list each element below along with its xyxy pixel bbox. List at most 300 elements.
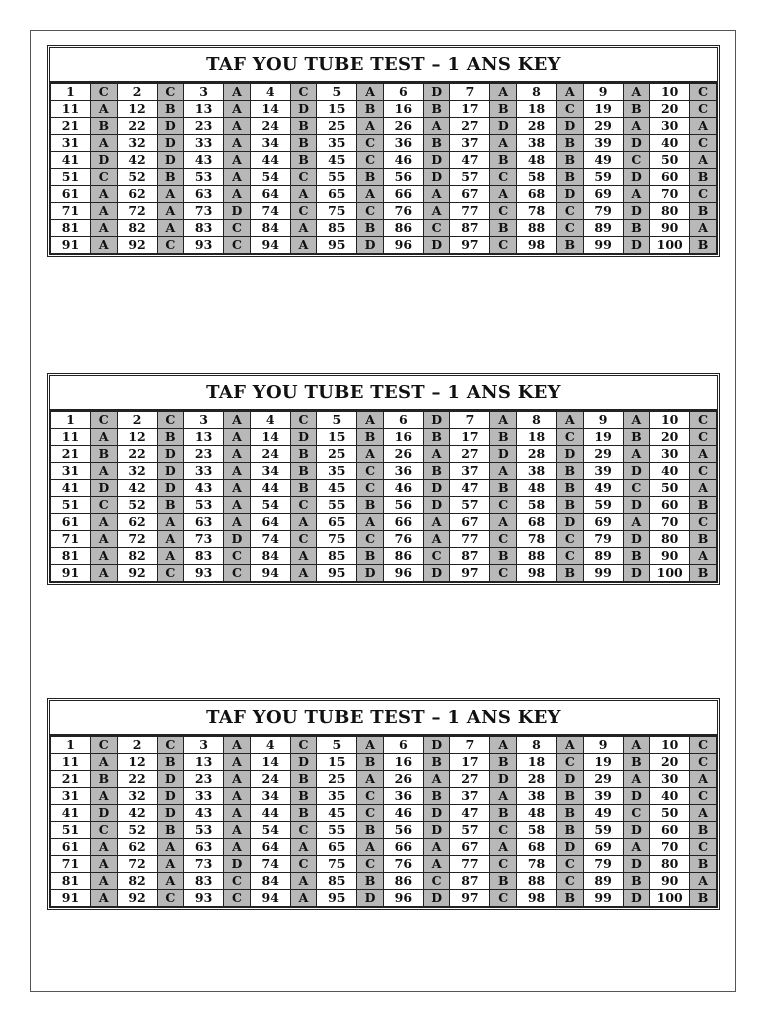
- question-number: 37: [450, 463, 490, 480]
- question-number: 12: [117, 429, 157, 446]
- question-number: 95: [317, 237, 357, 254]
- question-number: 67: [450, 839, 490, 856]
- question-number: 66: [383, 839, 423, 856]
- question-number: 92: [117, 565, 157, 582]
- question-number: 38: [517, 788, 557, 805]
- answer-letter: B: [423, 754, 450, 771]
- answer-letter: A: [623, 412, 650, 429]
- answer-letter: B: [690, 531, 717, 548]
- question-number: 35: [317, 135, 357, 152]
- answer-letter: A: [224, 788, 251, 805]
- question-number: 57: [450, 497, 490, 514]
- question-number: 78: [517, 531, 557, 548]
- answer-letter: A: [224, 822, 251, 839]
- answer-letter: A: [157, 203, 184, 220]
- question-number: 54: [250, 497, 290, 514]
- question-number: 47: [450, 152, 490, 169]
- question-number: 45: [317, 152, 357, 169]
- question-number: 71: [51, 531, 91, 548]
- question-number: 95: [317, 565, 357, 582]
- answer-letter: A: [157, 220, 184, 237]
- question-number: 84: [250, 873, 290, 890]
- answer-letter: D: [290, 754, 317, 771]
- question-number: 9: [583, 737, 623, 754]
- table-row: [51, 203, 717, 220]
- question-number: 90: [650, 873, 690, 890]
- question-number: 76: [383, 531, 423, 548]
- answer-letter: A: [224, 497, 251, 514]
- answer-letter: C: [490, 203, 517, 220]
- answer-letter: B: [357, 429, 384, 446]
- answer-letter: A: [224, 169, 251, 186]
- question-number: 40: [650, 463, 690, 480]
- question-number: 3: [184, 737, 224, 754]
- answer-letter: C: [690, 186, 717, 203]
- answer-letter: C: [357, 135, 384, 152]
- question-number: 66: [383, 186, 423, 203]
- answer-letter: D: [623, 497, 650, 514]
- question-number: 83: [184, 873, 224, 890]
- answer-letter: D: [557, 446, 584, 463]
- question-number: 65: [317, 186, 357, 203]
- question-number: 29: [583, 771, 623, 788]
- answer-letter: A: [490, 412, 517, 429]
- question-number: 53: [184, 497, 224, 514]
- answer-letter: A: [690, 480, 717, 497]
- question-number: 16: [383, 101, 423, 118]
- answer-letter: C: [623, 805, 650, 822]
- question-number: 18: [517, 101, 557, 118]
- answer-letter: C: [157, 412, 184, 429]
- answer-letter: B: [290, 771, 317, 788]
- question-number: 9: [583, 84, 623, 101]
- question-number: 13: [184, 754, 224, 771]
- answer-key-title: TAF YOU TUBE TEST – 1 ANS KEY: [50, 701, 717, 736]
- question-number: 4: [250, 84, 290, 101]
- answer-letter: C: [290, 169, 317, 186]
- answer-letter: A: [690, 118, 717, 135]
- answer-letter: C: [557, 429, 584, 446]
- answer-letter: A: [90, 873, 117, 890]
- table-row: [51, 788, 717, 805]
- answer-letter: A: [290, 220, 317, 237]
- question-number: 34: [250, 463, 290, 480]
- question-number: 1: [51, 84, 91, 101]
- question-number: 93: [184, 890, 224, 907]
- answer-letter: D: [623, 856, 650, 873]
- answer-letter: A: [224, 480, 251, 497]
- answer-letter: B: [290, 135, 317, 152]
- question-number: 2: [117, 737, 157, 754]
- answer-letter: B: [357, 754, 384, 771]
- answer-letter: C: [690, 135, 717, 152]
- answer-letter: D: [423, 565, 450, 582]
- answer-letter: B: [557, 480, 584, 497]
- question-number: 27: [450, 446, 490, 463]
- table-row: [51, 890, 717, 907]
- answer-letter: A: [157, 856, 184, 873]
- answer-letter: B: [290, 463, 317, 480]
- question-number: 75: [317, 203, 357, 220]
- answer-letter: C: [157, 565, 184, 582]
- question-number: 28: [517, 771, 557, 788]
- answer-letter: C: [690, 463, 717, 480]
- question-number: 70: [650, 839, 690, 856]
- question-number: 74: [250, 856, 290, 873]
- answer-letter: C: [357, 531, 384, 548]
- answer-letter: A: [224, 84, 251, 101]
- answer-letter: B: [290, 118, 317, 135]
- question-number: 90: [650, 548, 690, 565]
- question-number: 25: [317, 118, 357, 135]
- answer-letter: A: [90, 839, 117, 856]
- answer-letter: B: [557, 463, 584, 480]
- answer-letter: C: [557, 531, 584, 548]
- question-number: 63: [184, 186, 224, 203]
- answer-letter: A: [224, 737, 251, 754]
- question-number: 11: [51, 754, 91, 771]
- question-number: 98: [517, 565, 557, 582]
- answer-letter: B: [557, 152, 584, 169]
- answer-letter: A: [224, 805, 251, 822]
- answer-letter: C: [157, 737, 184, 754]
- question-number: 89: [583, 873, 623, 890]
- answer-letter: A: [490, 186, 517, 203]
- question-number: 91: [51, 237, 91, 254]
- question-number: 20: [650, 101, 690, 118]
- answer-letter: A: [90, 531, 117, 548]
- question-number: 12: [117, 754, 157, 771]
- answer-letter: B: [557, 169, 584, 186]
- question-number: 73: [184, 856, 224, 873]
- answer-letter: B: [690, 822, 717, 839]
- question-number: 4: [250, 412, 290, 429]
- answer-letter: B: [423, 101, 450, 118]
- question-number: 46: [383, 480, 423, 497]
- question-number: 98: [517, 890, 557, 907]
- question-number: 62: [117, 839, 157, 856]
- answer-letter: B: [157, 101, 184, 118]
- answer-letter: B: [557, 890, 584, 907]
- question-number: 80: [650, 856, 690, 873]
- answer-letter: A: [557, 737, 584, 754]
- answer-letter: A: [423, 446, 450, 463]
- question-number: 69: [583, 839, 623, 856]
- answer-letter: A: [90, 237, 117, 254]
- question-number: 51: [51, 169, 91, 186]
- question-number: 22: [117, 771, 157, 788]
- question-number: 57: [450, 169, 490, 186]
- answer-letter: B: [490, 873, 517, 890]
- answer-letter: B: [157, 497, 184, 514]
- question-number: 71: [51, 856, 91, 873]
- answer-letter: B: [290, 446, 317, 463]
- answer-letter: D: [423, 152, 450, 169]
- answer-letter: C: [557, 203, 584, 220]
- answer-letter: C: [224, 220, 251, 237]
- question-number: 7: [450, 737, 490, 754]
- question-number: 82: [117, 220, 157, 237]
- question-number: 43: [184, 480, 224, 497]
- answer-letter: A: [623, 737, 650, 754]
- answer-letter: C: [690, 737, 717, 754]
- answer-letter: A: [224, 463, 251, 480]
- answer-letter: A: [90, 429, 117, 446]
- question-number: 82: [117, 548, 157, 565]
- question-number: 67: [450, 186, 490, 203]
- answer-letter: A: [224, 186, 251, 203]
- question-number: 77: [450, 531, 490, 548]
- question-number: 82: [117, 873, 157, 890]
- question-number: 58: [517, 822, 557, 839]
- answer-letter: B: [357, 873, 384, 890]
- answer-letter: D: [157, 480, 184, 497]
- question-number: 68: [517, 186, 557, 203]
- answer-letter: B: [157, 429, 184, 446]
- answer-letter: A: [490, 84, 517, 101]
- question-number: 62: [117, 514, 157, 531]
- answer-letter: A: [490, 788, 517, 805]
- question-number: 100: [650, 237, 690, 254]
- question-number: 29: [583, 118, 623, 135]
- question-number: 36: [383, 463, 423, 480]
- answer-letter: D: [423, 737, 450, 754]
- answer-letter: B: [557, 805, 584, 822]
- answer-letter: B: [157, 822, 184, 839]
- question-number: 31: [51, 788, 91, 805]
- question-number: 72: [117, 856, 157, 873]
- answer-letter: D: [557, 118, 584, 135]
- answer-letter: A: [224, 514, 251, 531]
- answer-letter: A: [490, 737, 517, 754]
- question-number: 33: [184, 788, 224, 805]
- question-number: 39: [583, 135, 623, 152]
- question-number: 83: [184, 548, 224, 565]
- question-number: 5: [317, 737, 357, 754]
- answer-letter: A: [290, 514, 317, 531]
- question-number: 37: [450, 788, 490, 805]
- table-row: [51, 237, 717, 254]
- answer-letter: A: [90, 565, 117, 582]
- question-number: 2: [117, 84, 157, 101]
- question-number: 19: [583, 429, 623, 446]
- question-number: 91: [51, 890, 91, 907]
- answer-letter: A: [423, 186, 450, 203]
- question-number: 40: [650, 135, 690, 152]
- question-number: 6: [383, 84, 423, 101]
- answer-letter: D: [90, 805, 117, 822]
- question-number: 4: [250, 737, 290, 754]
- question-number: 31: [51, 135, 91, 152]
- answer-letter: B: [557, 497, 584, 514]
- answer-letter: C: [690, 514, 717, 531]
- question-number: 93: [184, 237, 224, 254]
- question-number: 63: [184, 839, 224, 856]
- question-number: 88: [517, 548, 557, 565]
- question-number: 10: [650, 737, 690, 754]
- question-number: 7: [450, 84, 490, 101]
- answer-letter: D: [357, 890, 384, 907]
- answer-letter: A: [224, 839, 251, 856]
- question-number: 30: [650, 771, 690, 788]
- answer-letter: D: [423, 169, 450, 186]
- question-number: 41: [51, 152, 91, 169]
- question-number: 15: [317, 101, 357, 118]
- answer-letter: D: [490, 771, 517, 788]
- answer-letter: D: [157, 771, 184, 788]
- question-number: 20: [650, 429, 690, 446]
- question-number: 75: [317, 856, 357, 873]
- answer-letter: B: [290, 788, 317, 805]
- answer-letter: C: [357, 463, 384, 480]
- answer-letter: A: [224, 446, 251, 463]
- answer-letter: A: [623, 186, 650, 203]
- table-row: [51, 463, 717, 480]
- answer-letter: A: [290, 873, 317, 890]
- answer-letter: D: [557, 771, 584, 788]
- answer-key-block: [47, 45, 720, 257]
- answer-letter: B: [690, 565, 717, 582]
- answer-letter: B: [423, 788, 450, 805]
- question-number: 47: [450, 805, 490, 822]
- question-number: 50: [650, 805, 690, 822]
- question-number: 24: [250, 118, 290, 135]
- answer-letter: D: [224, 531, 251, 548]
- question-number: 72: [117, 531, 157, 548]
- answer-letter: A: [90, 101, 117, 118]
- question-number: 54: [250, 822, 290, 839]
- answer-letter: B: [290, 805, 317, 822]
- question-number: 88: [517, 873, 557, 890]
- question-number: 99: [583, 890, 623, 907]
- question-number: 61: [51, 514, 91, 531]
- question-number: 42: [117, 152, 157, 169]
- answer-letter: C: [490, 856, 517, 873]
- question-number: 86: [383, 873, 423, 890]
- answer-letter: C: [290, 531, 317, 548]
- question-number: 38: [517, 463, 557, 480]
- question-number: 45: [317, 480, 357, 497]
- question-number: 43: [184, 152, 224, 169]
- table-row: [51, 839, 717, 856]
- question-number: 95: [317, 890, 357, 907]
- answer-letter: C: [157, 890, 184, 907]
- answer-letter: D: [557, 186, 584, 203]
- answer-letter: C: [623, 152, 650, 169]
- question-number: 59: [583, 169, 623, 186]
- question-number: 22: [117, 118, 157, 135]
- answer-letter: D: [490, 446, 517, 463]
- answer-letter: A: [90, 186, 117, 203]
- table-row: [51, 531, 717, 548]
- answer-letter: C: [290, 412, 317, 429]
- answer-letter: A: [690, 220, 717, 237]
- question-number: 15: [317, 754, 357, 771]
- question-number: 42: [117, 480, 157, 497]
- table-row: [51, 152, 717, 169]
- answer-letter: A: [290, 186, 317, 203]
- question-number: 54: [250, 169, 290, 186]
- answer-letter: B: [357, 548, 384, 565]
- answer-letter: C: [690, 839, 717, 856]
- answer-key-table: [50, 736, 717, 907]
- answer-letter: D: [423, 497, 450, 514]
- question-number: 56: [383, 822, 423, 839]
- question-number: 28: [517, 446, 557, 463]
- question-number: 96: [383, 237, 423, 254]
- question-number: 43: [184, 805, 224, 822]
- answer-letter: C: [690, 101, 717, 118]
- answer-letter: C: [290, 822, 317, 839]
- question-number: 89: [583, 548, 623, 565]
- answer-letter: D: [623, 565, 650, 582]
- answer-letter: C: [90, 412, 117, 429]
- answer-letter: B: [423, 429, 450, 446]
- question-number: 48: [517, 480, 557, 497]
- question-number: 39: [583, 788, 623, 805]
- question-number: 64: [250, 186, 290, 203]
- answer-letter: D: [423, 890, 450, 907]
- answer-letter: C: [290, 84, 317, 101]
- question-number: 72: [117, 203, 157, 220]
- question-number: 92: [117, 237, 157, 254]
- question-number: 52: [117, 169, 157, 186]
- question-number: 33: [184, 463, 224, 480]
- answer-letter: D: [423, 805, 450, 822]
- question-number: 87: [450, 220, 490, 237]
- answer-letter: B: [90, 771, 117, 788]
- question-number: 77: [450, 203, 490, 220]
- answer-letter: A: [490, 514, 517, 531]
- answer-letter: C: [224, 873, 251, 890]
- answer-letter: A: [623, 118, 650, 135]
- question-number: 23: [184, 446, 224, 463]
- answer-letter: C: [90, 84, 117, 101]
- question-number: 83: [184, 220, 224, 237]
- table-row: [51, 822, 717, 839]
- answer-letter: A: [90, 220, 117, 237]
- table-row: [51, 429, 717, 446]
- answer-letter: C: [557, 873, 584, 890]
- answer-letter: B: [357, 101, 384, 118]
- answer-letter: C: [557, 856, 584, 873]
- answer-letter: C: [690, 429, 717, 446]
- answer-key-block: [47, 373, 720, 585]
- question-number: 46: [383, 152, 423, 169]
- answer-letter: C: [224, 565, 251, 582]
- question-number: 96: [383, 890, 423, 907]
- question-number: 99: [583, 565, 623, 582]
- answer-letter: C: [490, 890, 517, 907]
- answer-letter: B: [557, 822, 584, 839]
- question-number: 47: [450, 480, 490, 497]
- question-number: 13: [184, 101, 224, 118]
- question-number: 13: [184, 429, 224, 446]
- question-number: 86: [383, 220, 423, 237]
- answer-letter: D: [623, 822, 650, 839]
- question-number: 61: [51, 186, 91, 203]
- question-number: 24: [250, 771, 290, 788]
- answer-letter: D: [90, 480, 117, 497]
- question-number: 50: [650, 152, 690, 169]
- answer-letter: A: [490, 839, 517, 856]
- question-number: 11: [51, 101, 91, 118]
- question-number: 69: [583, 514, 623, 531]
- question-number: 10: [650, 412, 690, 429]
- question-number: 23: [184, 118, 224, 135]
- answer-letter: C: [357, 480, 384, 497]
- answer-letter: C: [490, 169, 517, 186]
